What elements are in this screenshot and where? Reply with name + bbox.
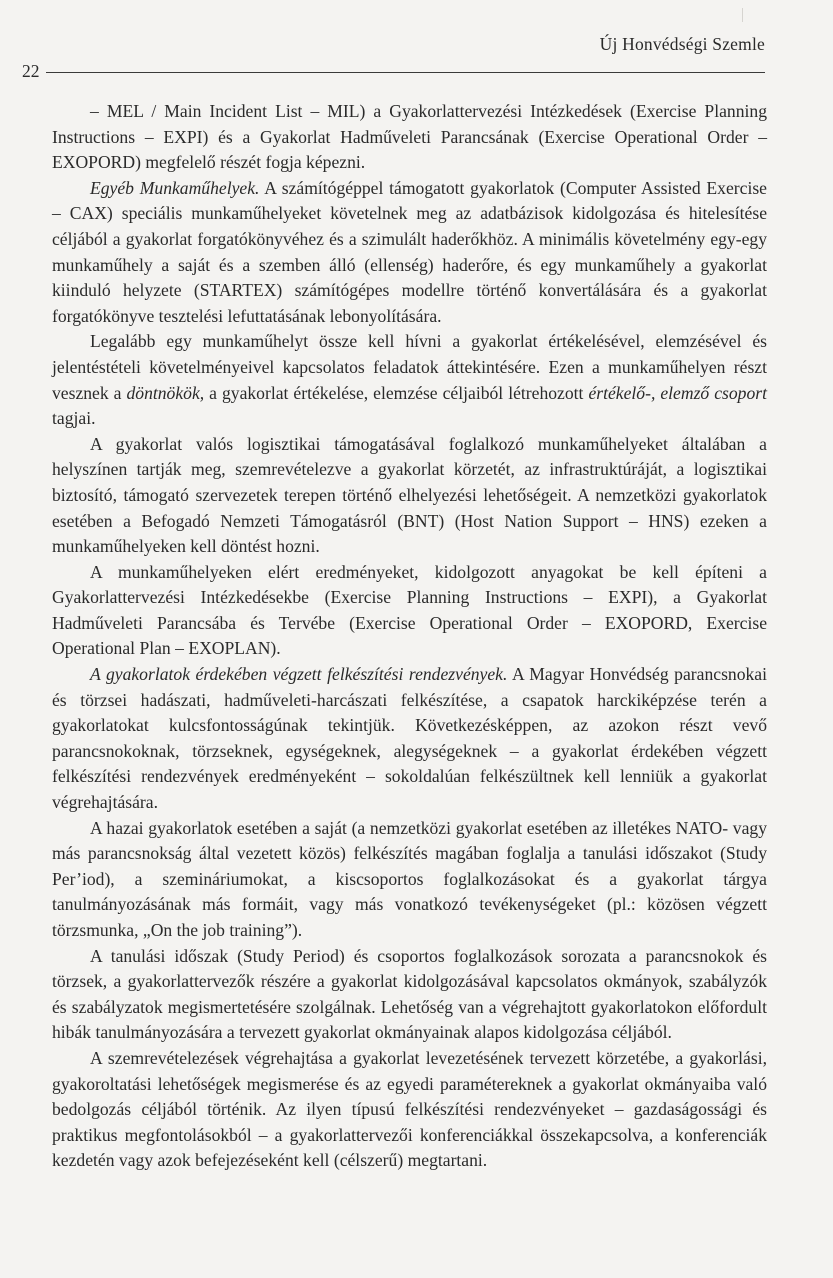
page-number: 22 xyxy=(22,61,40,81)
paragraph-text: tagjai. xyxy=(52,408,96,429)
paragraph xyxy=(52,432,767,560)
paragraph xyxy=(52,1046,767,1174)
paragraph-text: – MEL / Main Incident List – MIL) a Gyakorlattervezési Intézkedések (Exercise Planning Instructions – EXPI) és a Gyakorlat Hadműveleti Parancsának (Exercise Operational Order – EXOPORD) megfelelő részét fogja képezni. xyxy=(52,101,767,173)
italic-term: döntnökök, xyxy=(126,382,205,403)
paragraph-text: a gyakorlat értékelése, elemzése céljaiból létrehozott xyxy=(204,382,589,403)
article-body xyxy=(52,99,767,1174)
paragraph-text: Legalább egy munkaműhelyt össze kell hívni a gyakorlat értékelésével, elemzésével és jelentéstételi követelményeivel kapcsolatos feladatok áttekintésére. Ezen a munkaműhelyen részt vesznek a xyxy=(52,331,767,403)
section-heading-italic: Egyéb Munkaműhelyek. xyxy=(90,177,260,198)
paragraph xyxy=(52,99,767,176)
section-heading-italic: A gyakorlatok érdekében végzett felkészítési rendezvények. xyxy=(90,664,508,685)
paragraph xyxy=(52,662,767,816)
paragraph xyxy=(52,329,767,431)
header-rule xyxy=(46,72,765,73)
paragraph xyxy=(52,944,767,1046)
paragraph xyxy=(52,560,767,662)
paragraph xyxy=(52,816,767,944)
paragraph-text: A hazai gyakorlatok esetében a saját (a nemzetközi gyakorlat esetében az illetékes NATO- vagy más parancsnokság által vezetett közös) felkészítés magában foglalja a tanulási időszakot (Study Per’iod), a szemináriumokat, a kiscsoportos foglalkozásokat és a gyakorlat tárgya tanulmányozásának más formáit, vagy más vonatkozó tevékenységeket (pl.: közösen végzett törzsmunka, „On the job training”). xyxy=(52,817,767,940)
paragraph-text: A számítógéppel támogatott gyakorlatok (Computer Assisted Exercise – CAX) speciális munkaműhelyeket követelnek meg az adatbázisok kidolgozása és hitelesítése céljából a gyakorlat forgatókönyvéhez és a szimulált haderőkhöz. A minimális követelmény egy-egy munkaműhely a saját és a szemben álló (ellenség) haderőre, és egy munkaműhely a gyakorlat kiinduló helyzete (STARTEX) számítógépes modellre történő konvertálására és a gyakorlat forgatókönyve tesztelési lefuttatásának lebonyolítására. xyxy=(52,177,767,326)
paragraph-text: A gyakorlat valós logisztikai támogatásával foglalkozó munkaműhelyeket általában a helyszínen tartják meg, szemrevételezve a gyakorlat körzetét, az infrastruktúráját, a logisztikai biztosító, támogató szervezetek terepen történő elhelyezési lehetőségeit. A nemzetközi gyakorlatok esetében a Befogadó Nemzeti Támogatásról (BNT) (Host Nation Support – HNS) ezeken a munkaműhelyeken kell döntést hozni. xyxy=(52,433,767,557)
paragraph-text: A munkaműhelyeken elért eredményeket, kidolgozott anyagokat be kell építeni a Gyakorlattervezési Intézkedésekbe (Exercise Planning Instructions – EXPI), a Gyakorlat Hadműveleti Parancsába és Tervébe (Exercise Operational Order – EXOPORD, Exercise Operational Plan – EXOPLAN). xyxy=(52,561,767,659)
paragraph-text: A Magyar Honvédség parancsnokai és törzsei hadászati, hadműveleti-harcászati felkészítése, a csapatok harckiképzése terén a gyakorlatokat kulcsfontosságúnak tekintjük. Következésképpen, az azokon részt vevő parancsnokoknak, törzseknek, egységeknek, alegységeknek – a gyakorlat érdekében végzett felkészítési rendezvények eredményeként – sokoldalúan felkészültnek kell lenniük a gyakorlat végrehajtására. xyxy=(52,664,767,813)
running-header-title: Új Honvédségi Szemle xyxy=(599,34,765,54)
paragraph-text: A tanulási időszak (Study Period) és csoportos foglalkozások sorozata a parancsnokok és törzsek, a gyakorlattervezők részére a gyakorlat kidolgozásával kapcsolatos okmányok, szabályzók és szabályzatok megismertetésére szolgálnak. Lehetőség van a végrehajtott gyakorlatokon előfordult hibák tanulmányozására a tervezett gyakorlat okmányainak alapos kidolgozása céljából. xyxy=(52,945,767,1043)
paragraph xyxy=(52,176,767,330)
scan-mark xyxy=(742,8,743,22)
paragraph-text: A szemrevételezések végrehajtása a gyakorlat levezetésének tervezett körzetébe, a gyakorlási, gyakoroltatási lehetőségek megismerése és az egyedi paramétereknek a gyakorlat okmányaiba való bedolgozás céljából történik. Az ilyen típusú felkészítési rendezvényeket – gazdaságossági és praktikus megfontolásokból – a gyakorlattervezői konferenciákkal összekapcsolva, a konferenciák kezdetén vagy azok befejezéseként kell (célszerű) megtartani. xyxy=(52,1047,767,1171)
italic-term: értékelő-, elemző csoport xyxy=(588,382,767,403)
